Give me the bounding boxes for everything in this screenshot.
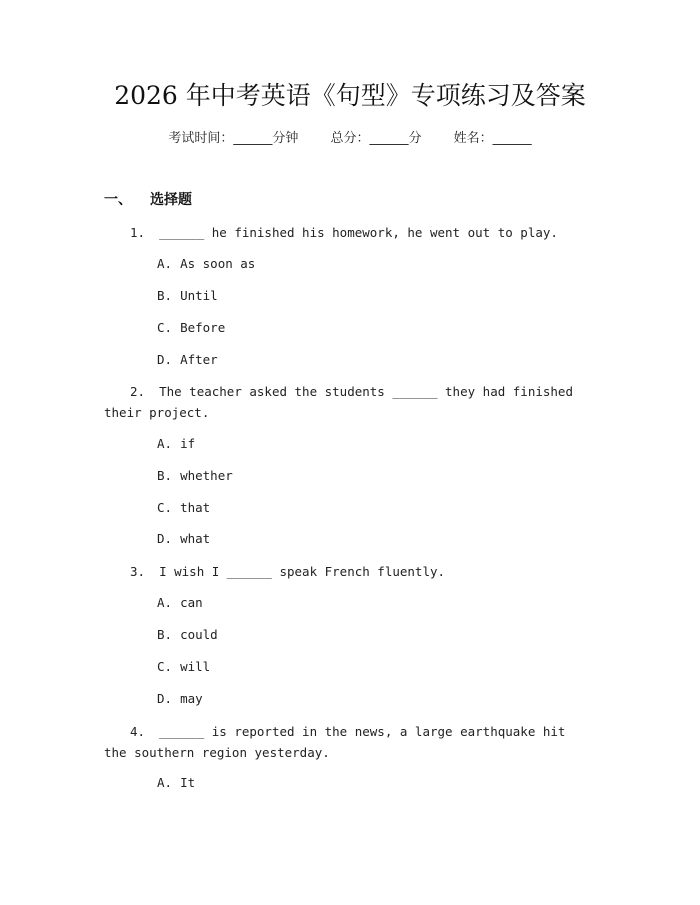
option-text: if — [180, 436, 196, 451]
question-1 — [104, 222, 580, 243]
question-number: 4. — [130, 724, 146, 739]
option-text: Until — [180, 288, 218, 303]
option-letter: B. — [157, 627, 173, 642]
option-1b — [157, 286, 218, 306]
question-number: 2. — [130, 384, 146, 399]
option-1d — [157, 350, 218, 370]
option-1a — [157, 254, 255, 274]
exam-time-field: 考试时间：______分钟 — [168, 131, 299, 146]
option-letter: C. — [157, 659, 173, 674]
option-text: will — [180, 659, 211, 674]
option-text: can — [180, 595, 203, 610]
option-text: As soon as — [180, 256, 256, 271]
option-text: Before — [180, 320, 226, 335]
option-letter: A. — [157, 256, 173, 271]
option-letter: B. — [157, 468, 173, 483]
option-2b — [157, 466, 233, 486]
option-text: After — [180, 352, 218, 367]
option-3d — [157, 689, 203, 709]
question-2 — [104, 381, 580, 423]
option-text: whether — [180, 468, 233, 483]
option-3b — [157, 625, 218, 645]
option-2d — [157, 529, 210, 549]
option-3a — [157, 593, 203, 613]
section-number: 一、 — [104, 192, 132, 208]
question-text: ______ is reported in the news, a large earthquake hit the southern region yesterday. — [104, 724, 566, 760]
page-title: 2026 年中考英语《句型》专项练习及答案 — [114, 81, 586, 110]
option-letter: A. — [157, 436, 173, 451]
section-heading — [104, 189, 192, 211]
option-3c — [157, 657, 210, 677]
student-name-field: 姓名：______ — [453, 131, 532, 146]
option-letter: C. — [157, 320, 173, 335]
option-text: that — [180, 500, 211, 515]
option-1c — [157, 318, 225, 338]
option-2c — [157, 498, 210, 518]
option-letter: C. — [157, 500, 173, 515]
option-letter: B. — [157, 288, 173, 303]
option-text: could — [180, 627, 218, 642]
question-4 — [104, 721, 580, 763]
option-letter: A. — [157, 595, 173, 610]
option-letter: D. — [157, 352, 173, 367]
option-text: what — [180, 531, 211, 546]
exam-meta-line — [0, 128, 700, 150]
option-2a — [157, 434, 195, 454]
option-4a — [157, 773, 195, 793]
option-letter: D. — [157, 691, 173, 706]
option-letter: A. — [157, 775, 173, 790]
option-text: may — [180, 691, 203, 706]
section-title: 选择题 — [150, 192, 192, 208]
option-letter: D. — [157, 531, 173, 546]
question-number: 1. — [130, 225, 146, 240]
question-text: I wish I ______ speak French fluently. — [159, 564, 446, 579]
question-number: 3. — [130, 564, 146, 579]
question-3 — [104, 561, 580, 582]
option-text: It — [180, 775, 196, 790]
question-text: The teacher asked the students ______ they had finished their project. — [104, 384, 573, 420]
total-score-field: 总分：______分 — [330, 131, 422, 146]
question-text: ______ he finished his homework, he went out to play. — [159, 225, 558, 240]
